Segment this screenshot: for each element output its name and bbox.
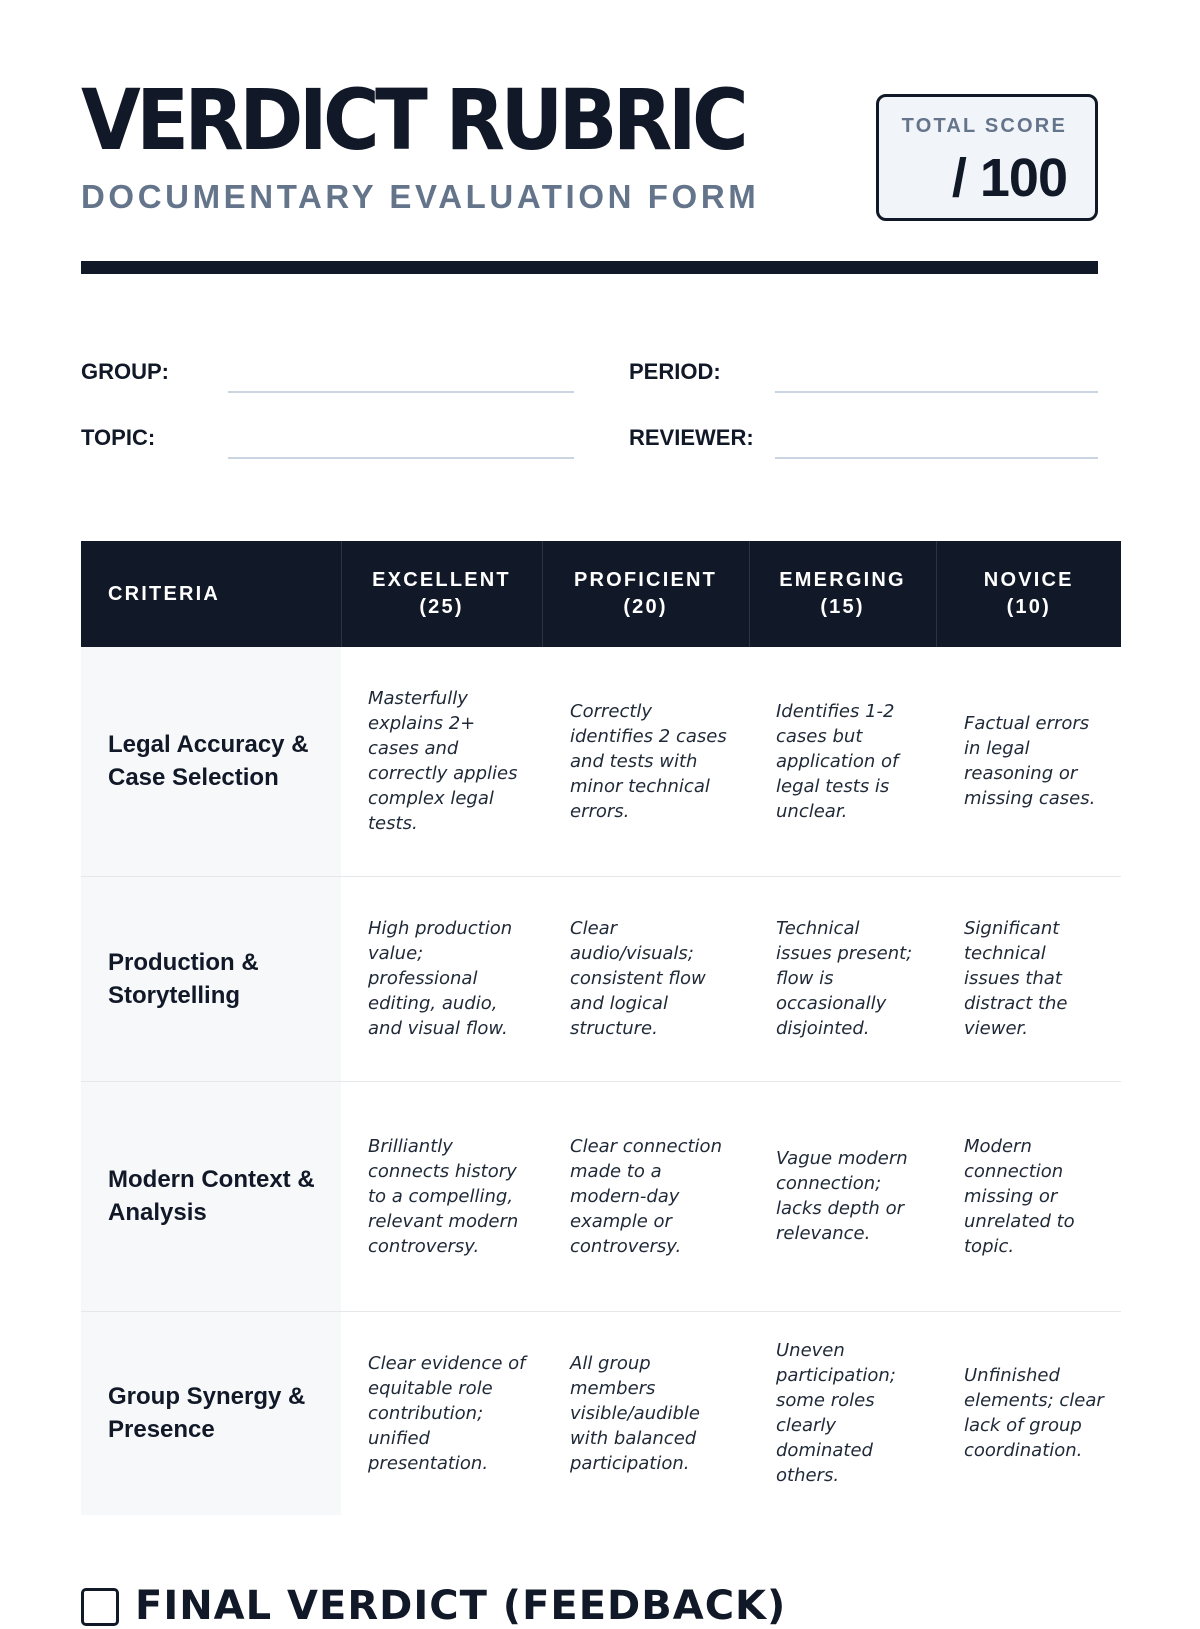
header-proficient-label: PROFICIENT (20) <box>573 569 718 618</box>
table-row <box>81 1081 1121 1311</box>
excellent-cell: Masterfully explains 2+ cases and correctly applies complex legal tests. <box>341 647 542 876</box>
table-row <box>81 647 1121 876</box>
info-fields <box>81 274 1098 544</box>
emerging-cell: Uneven participation; some roles clearly dominated others. <box>776 1340 896 1487</box>
criterion-cell: Group Synergy & Presence <box>81 1311 341 1515</box>
final-verdict-heading <box>81 1583 787 1629</box>
criterion-cell: Legal Accuracy & Case Selection <box>81 647 341 876</box>
header-excellent-label: EXCELLENT (25) <box>372 569 511 618</box>
criterion-cell: Production & Storytelling <box>81 876 341 1081</box>
period-field <box>629 359 721 385</box>
header <box>81 0 1098 274</box>
table-row <box>81 876 1121 1081</box>
emerging-cell: Vague modern connection; lacks depth or relevance. <box>749 1081 936 1311</box>
table-row <box>81 1311 1121 1515</box>
proficient-cell: All group members visible/audible with balanced participation. <box>570 1352 700 1474</box>
total-score-value: / 100 <box>951 148 1067 208</box>
group-label: GROUP: <box>81 359 169 384</box>
group-field <box>81 359 169 385</box>
topic-label: TOPIC: <box>81 425 156 450</box>
header-criteria: CRITERIA <box>81 541 341 647</box>
header-excellent <box>341 541 542 647</box>
checkbox-icon <box>81 1588 119 1626</box>
reviewer-label: REVIEWER: <box>629 425 754 450</box>
header-emerging <box>749 541 936 647</box>
criterion-cell: Modern Context & Analysis <box>81 1081 341 1311</box>
header-emerging-label: EMERGING (15) <box>779 569 906 618</box>
reviewer-input-line[interactable] <box>775 457 1098 459</box>
novice-cell: Unfinished elements; clear lack of group coordination. <box>964 1365 1104 1462</box>
excellent-cell: Brilliantly connects history to a compelling, relevant modern controversy. <box>341 1081 542 1311</box>
header-novice-label: NOVICE (10) <box>983 569 1074 618</box>
proficient-cell: Clear connection made to a modern-day example or controversy. <box>542 1081 749 1311</box>
header-proficient <box>542 541 749 647</box>
period-label: PERIOD: <box>629 359 721 384</box>
novice-cell: Modern connection missing or unrelated to topic. <box>936 1081 1121 1311</box>
topic-field <box>81 425 155 451</box>
emerging-cell: Technical issues present; flow is occasionally disjointed. <box>749 876 936 1081</box>
total-score-label: TOTAL SCORE <box>901 115 1067 137</box>
page-subtitle: DOCUMENTARY EVALUATION FORM <box>81 178 760 215</box>
period-input-line[interactable] <box>775 391 1098 393</box>
table-header-row <box>81 541 1121 647</box>
emerging-cell: Identifies 1-2 cases but application of legal tests is unclear. <box>749 647 936 876</box>
topic-input-line[interactable] <box>228 457 574 459</box>
header-novice <box>936 541 1121 647</box>
proficient-cell: Correctly identifies 2 cases and tests with minor technical errors. <box>542 647 749 876</box>
header-divider <box>81 261 1098 274</box>
rubric-table <box>81 541 1121 1515</box>
excellent-cell: High production value; professional editing, audio, and visual flow. <box>341 876 542 1081</box>
reviewer-field <box>629 425 754 451</box>
final-verdict-title: FINAL VERDICT (FEEDBACK) <box>135 1583 787 1629</box>
group-input-line[interactable] <box>228 391 574 393</box>
novice-cell: Factual errors in legal reasoning or missing cases. <box>936 647 1121 876</box>
page-title: VERDICT RUBRIC <box>81 71 745 169</box>
excellent-cell: Clear evidence of equitable role contribution; unified presentation. <box>368 1352 526 1474</box>
novice-cell: Significant technical issues that distract the viewer. <box>936 876 1121 1081</box>
total-score-box <box>876 94 1098 221</box>
proficient-cell: Clear audio/visuals; consistent flow and logical structure. <box>542 876 749 1081</box>
